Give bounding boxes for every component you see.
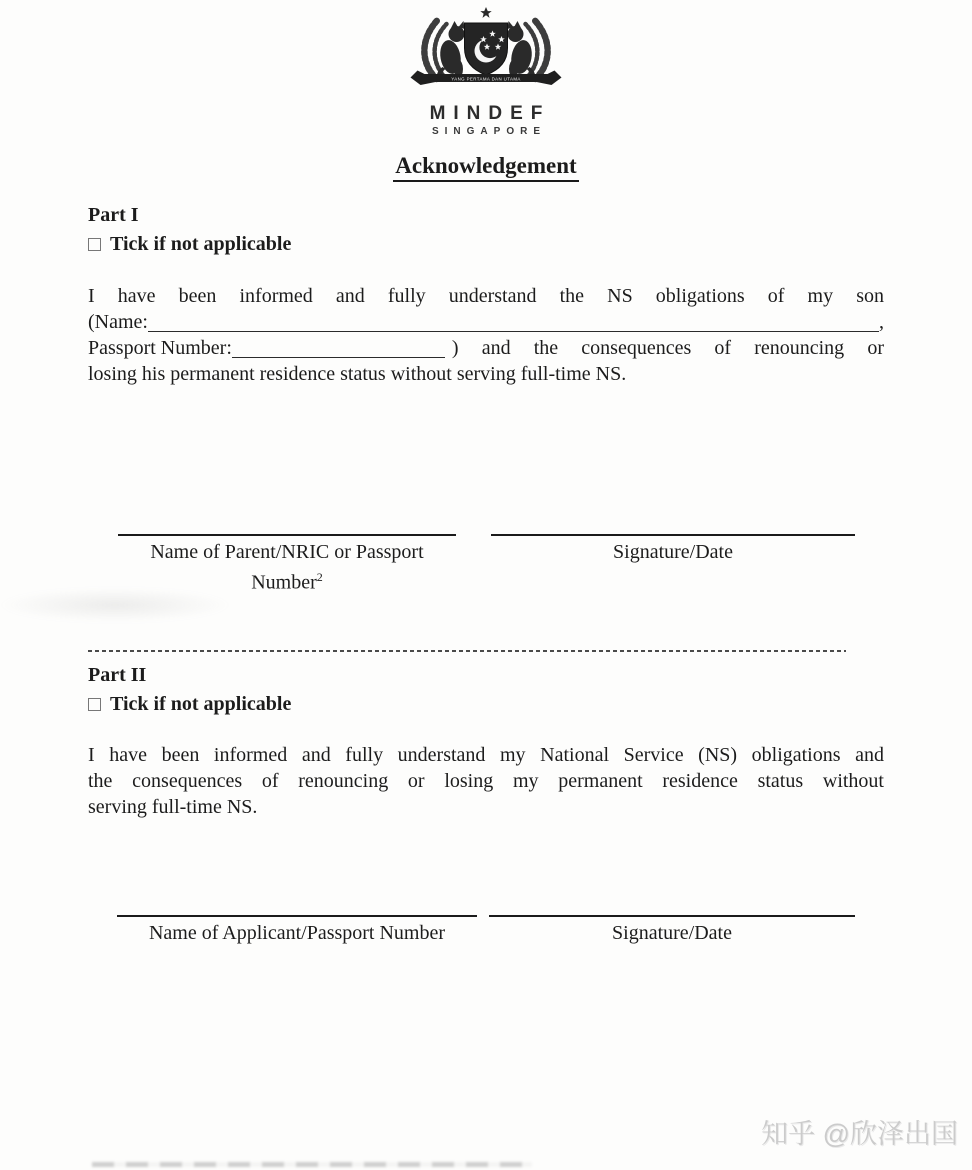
shield bbox=[465, 23, 508, 75]
singapore-coat-of-arms-icon bbox=[400, 5, 572, 105]
part2-signature-date-label: Signature/Date bbox=[612, 922, 732, 944]
part2-para-line3: serving full-time NS. bbox=[88, 796, 258, 818]
part1-signature-date-label: Signature/Date bbox=[613, 541, 733, 563]
part1-tick-row bbox=[88, 233, 291, 256]
part1-name-line bbox=[88, 309, 884, 335]
part2-para-line2: the consequences of renouncing or losing my permanent residence status without bbox=[88, 770, 884, 792]
part2-not-applicable-checkbox[interactable] bbox=[88, 698, 101, 711]
part1-paragraph bbox=[88, 283, 884, 387]
passport-fill-line[interactable] bbox=[232, 332, 445, 358]
part1-para-line3-tail: ) and the consequences of renouncing or bbox=[451, 337, 884, 359]
zhihu-watermark: 知乎 @欣泽出国 bbox=[761, 1119, 958, 1149]
passport-field-label: Passport Number: bbox=[88, 337, 232, 359]
part2-heading: Part II bbox=[88, 664, 147, 686]
org-name: MINDEF bbox=[429, 103, 551, 124]
part2-tick-label: Tick if not applicable bbox=[110, 693, 292, 715]
document-title: Acknowledgement bbox=[0, 153, 972, 182]
part1-not-applicable-checkbox[interactable] bbox=[88, 238, 101, 251]
name-fill-line[interactable] bbox=[148, 306, 879, 332]
name-field-label: (Name: bbox=[88, 311, 148, 333]
part1-name-signature-line[interactable] bbox=[118, 534, 456, 536]
part1-heading: Part I bbox=[88, 204, 139, 226]
name-line-comma: , bbox=[879, 311, 884, 333]
part2-para-line1: I have been informed and fully understand my National Service (NS) obligations and bbox=[88, 744, 884, 766]
mindef-crest bbox=[400, 5, 572, 105]
part1-name-signature-label: Name of Parent/NRIC or Passport Number$^2$ bbox=[150, 541, 424, 594]
part2-name-signature-label: Name of Applicant/Passport Number bbox=[148, 922, 446, 944]
part2-name-signature-line[interactable] bbox=[117, 915, 477, 917]
part1-para-line1: I have been informed and fully understand the NS obligations of my son bbox=[88, 285, 884, 307]
part1-passport-line bbox=[88, 335, 884, 361]
footnote-ref: 2 bbox=[316, 570, 323, 584]
crest-top-star bbox=[480, 7, 491, 18]
cutoff-text-artifact bbox=[92, 1162, 532, 1167]
part1-para-line4: losing his permanent residence status without serving full-time NS. bbox=[88, 363, 627, 385]
part2-tick-row bbox=[88, 693, 291, 716]
scan-smudge bbox=[0, 588, 230, 622]
part1-signature-date-line[interactable] bbox=[491, 534, 855, 536]
org-subtitle: SINGAPORE bbox=[431, 126, 546, 137]
crest-motto-text: YANG PERTAMA DAN UTAMA bbox=[451, 76, 521, 82]
part1-tick-label: Tick if not applicable bbox=[110, 233, 292, 255]
part2-signature-date-line[interactable] bbox=[489, 915, 855, 917]
section-divider bbox=[88, 650, 846, 652]
part2-paragraph bbox=[88, 742, 884, 820]
